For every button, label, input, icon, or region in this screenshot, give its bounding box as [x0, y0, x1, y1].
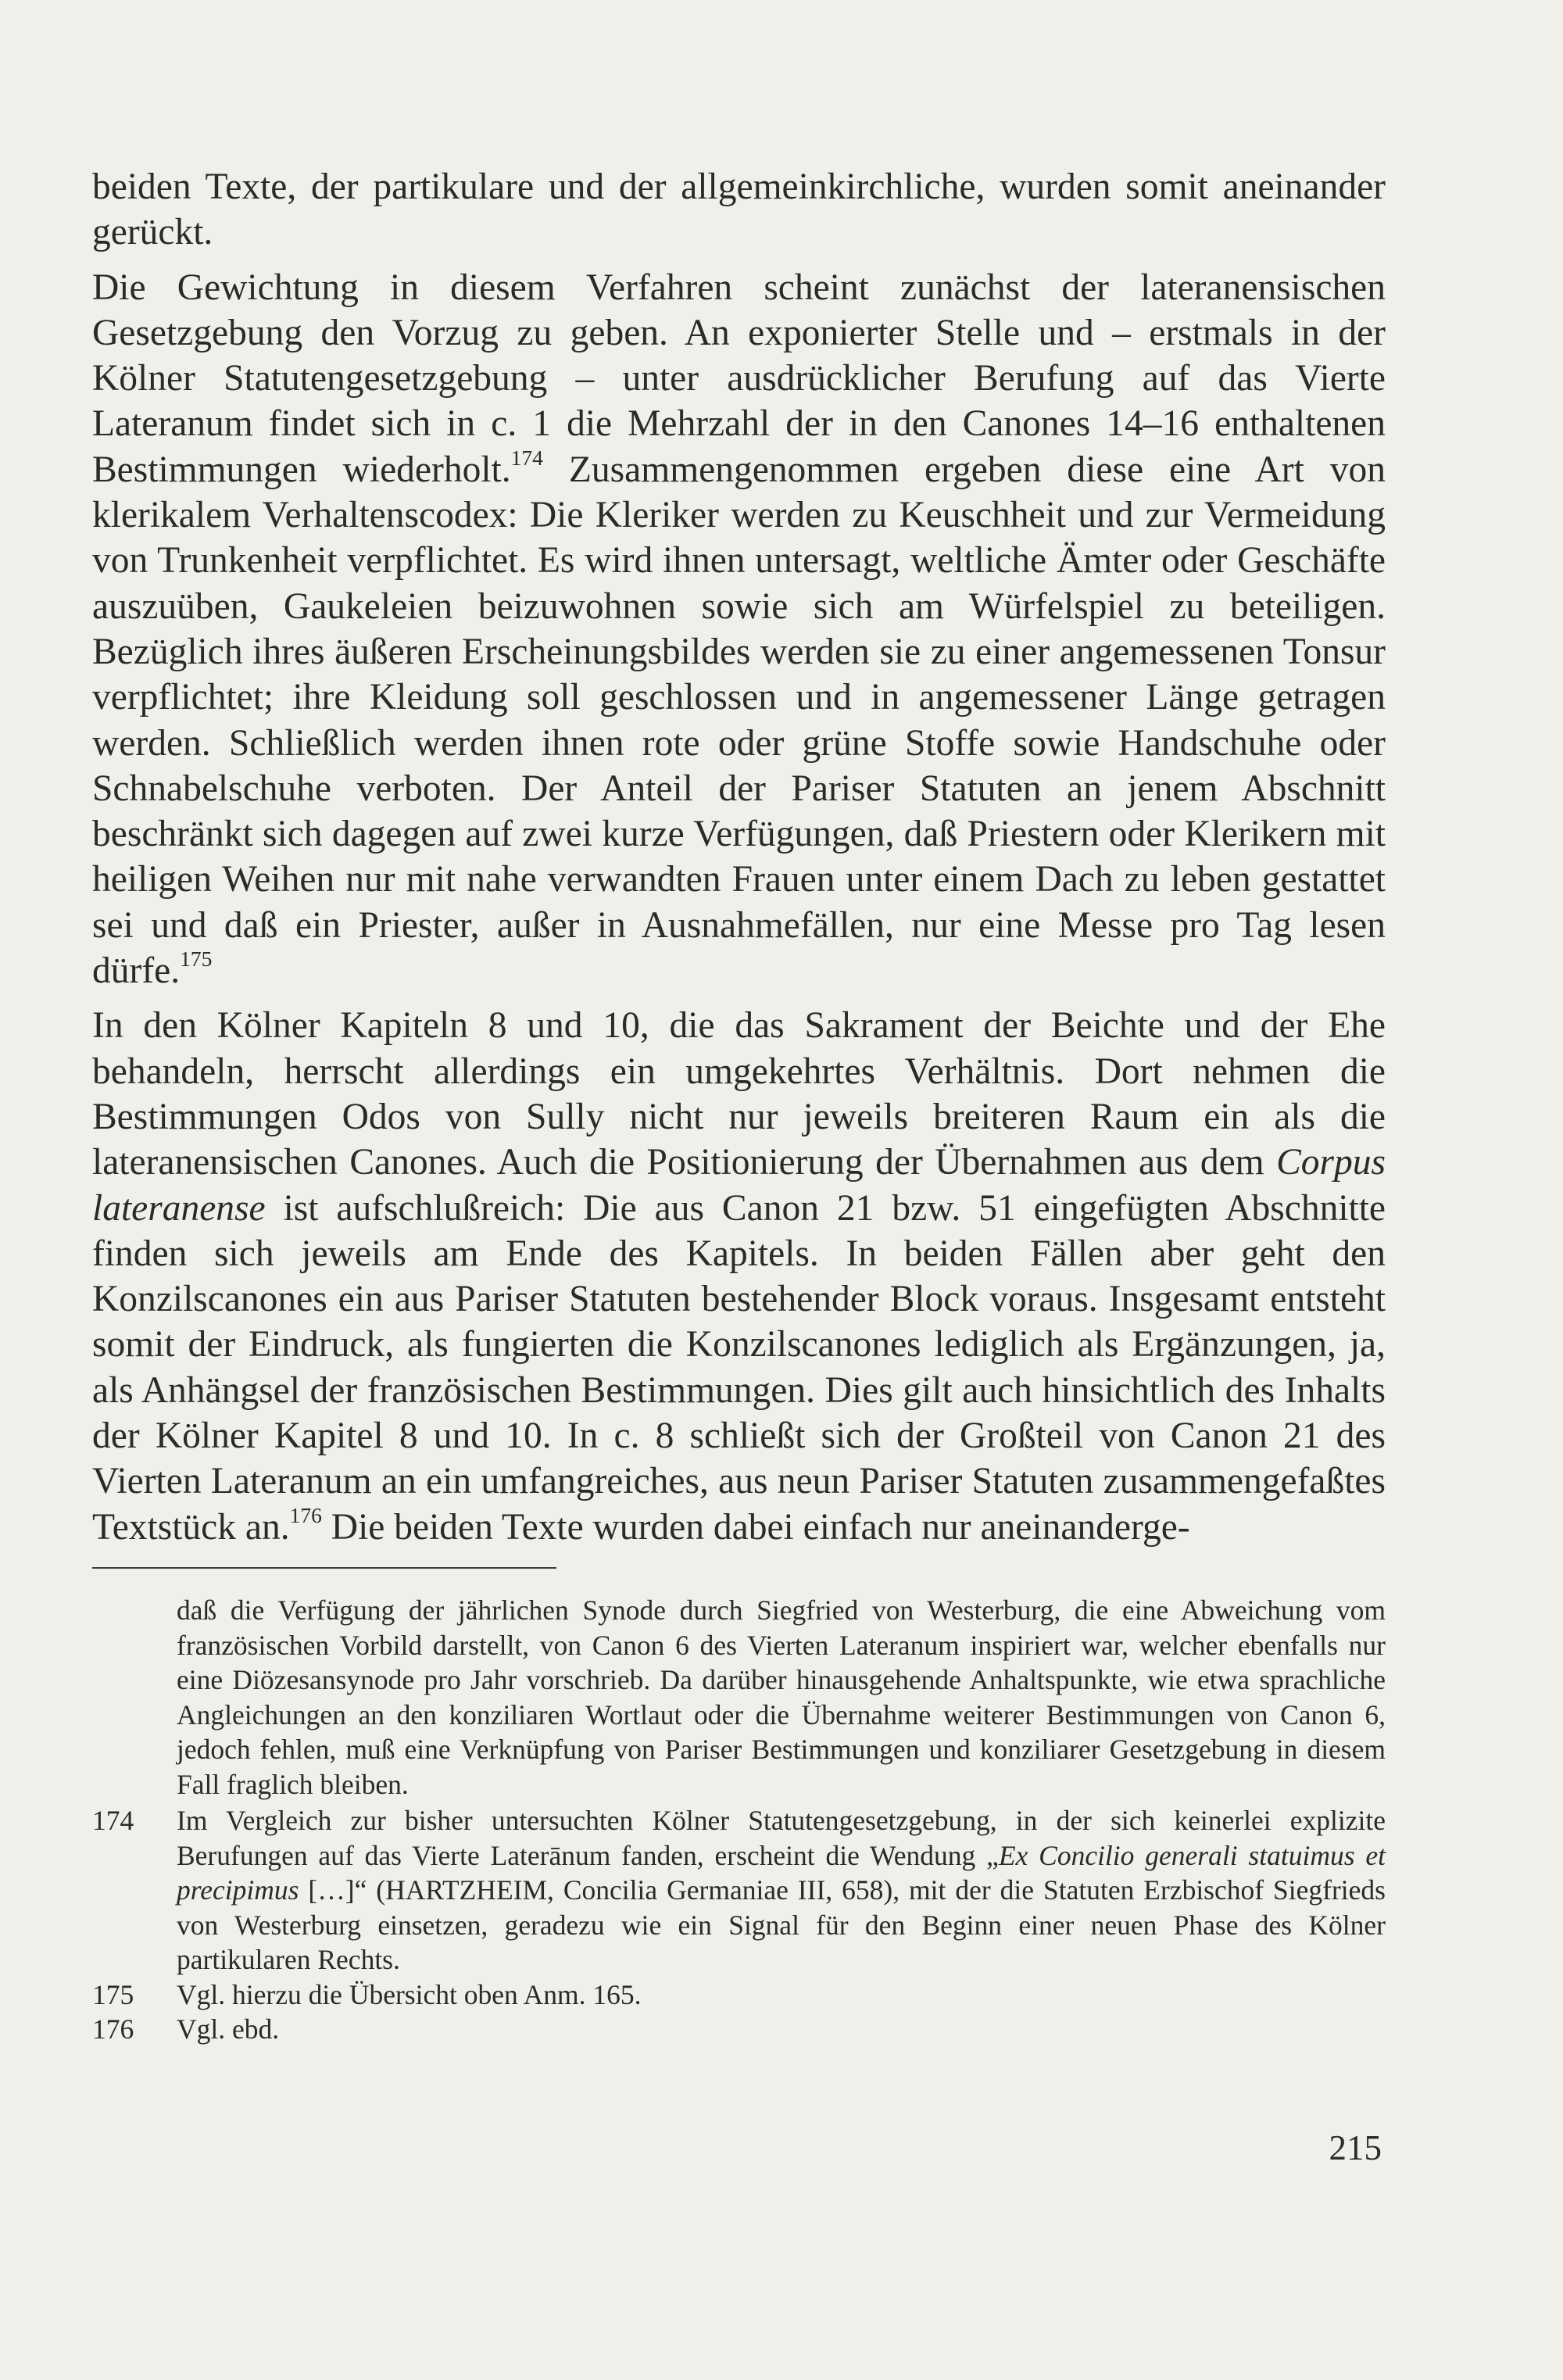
- footnotes: [92, 1593, 1386, 2047]
- footnote-number: 176: [92, 2013, 134, 2045]
- footnote-176: [92, 2012, 1386, 2047]
- main-text: [92, 164, 1386, 1550]
- paragraph-2-part-a: Die Gewichtung in diesem Verfahren scheint zunächst der lateranensischen Gesetzgebung den Vorzug zu geben. An exponierter Stelle und – erstmals in der Kölner Statutengesetzgebung – unter ausdrücklicher Berufung auf das Vierte Lateranum findet sich in c. 1 die Mehrzahl der in den Canones 14–16 enthaltenen Bestimmungen wiederholt.: [92, 267, 1386, 490]
- footnote-175: [92, 1977, 1386, 2013]
- footnote-175-text: Vgl. hierzu die Übersicht oben Anm. 165.: [177, 1978, 642, 2010]
- page-number: 215: [1329, 2128, 1382, 2167]
- footnote-174-part-a: Im Vergleich zur bisher untersuchten Kölner Statutengesetzgebung, in der sich keinerlei explizite Berufungen auf das Vierte Laterānum fanden, erscheint die Wendung „: [177, 1805, 1386, 1871]
- paragraph-3-part-b: ist aufschlußreich: Die aus Canon 21 bzw. 51 eingefügten Abschnitte finden sich jeweils am Ende des Kapitels. In beiden Fällen aber geht den Konzilscanones ein aus Pariser Statuten bestehender Block voraus. Insgesamt entsteht somit der Eindruck, als fungierten die Konzilscanones lediglich als Ergänzungen, ja, als Anhängsel der französischen Bestimmungen. Dies gilt auch hinsichtlich des Inhalts der Kölner Kapitel 8 und 10. In c. 8 schließt sich der Großteil von Canon 21 des Vierten Lateranum an ein umfangreiches, aus neun Pariser Statuten zusammengefaßtes Textstück an.: [92, 1187, 1386, 1548]
- footnote-ref-175: 175: [180, 947, 213, 972]
- footnote-number: 174: [92, 1805, 134, 1836]
- paragraph-3-part-a: In den Kölner Kapiteln 8 und 10, die das Sakrament der Beichte und der Ehe behandeln, herrscht allerdings ein umgekehrtes Verhältnis. Dort nehmen die Bestimmungen Odos von Sully nicht nur jeweils breiteren Raum ein als die lateranensischen Canones. Auch die Positionierung der Übernahmen aus dem: [92, 1005, 1386, 1183]
- paragraph-3-part-c: Die beiden Texte wurden dabei einfach nur aneinanderge-: [321, 1506, 1190, 1548]
- footnote-174-italic: Ex Concilio generali statuimus et precipimus: [177, 1839, 1386, 1906]
- paragraph-1: beiden Texte, der partikulare und der allgemeinkirchliche, wurden somit aneinander gerückt.: [92, 166, 1386, 253]
- footnote-ref-176: 176: [289, 1502, 322, 1527]
- corpus-lateranense-italic: Corpus lateranense: [92, 1142, 1386, 1229]
- footnote-separator: [92, 1567, 556, 1569]
- footnote-number: 175: [92, 1978, 134, 2010]
- footnote-continuation-text: daß die Verfügung der jährlichen Synode durch Siegfried von Westerburg, die eine Abweichung vom französischen Vorbild darstellt, von Canon 6 des Vierten Lateranum inspiriert war, welcher ebenfalls nur eine Diözesansynode pro Jahr vorschrieb. Da darüber hinausgehende Anhaltspunkte, wie etwa sprachliche Angleichungen an den konziliaren Wortlaut oder die Übernahme weiterer Bestimmungen von Canon 6, jedoch fehlen, muß eine Verknüpfung von Pariser Bestimmungen und konziliarer Gesetzgebung in diesem Fall fraglich bleiben.: [177, 1594, 1386, 1800]
- footnote-176-text: Vgl. ebd.: [177, 2013, 280, 2045]
- footnote-continuation: [92, 1593, 1386, 1802]
- footnote-174-part-b: […]“ (HARTZHEIM, Concilia Germaniae III, 658), mit der die Statuten Erzbischof Siegfrieds von Westerburg einsetzen, geradezu wie ein Signal für den Beginn einer neuen Phase des Kölner partikularen Rechts.: [177, 1874, 1386, 1975]
- footnote-174: [92, 1803, 1386, 1977]
- footnote-ref-174: 174: [510, 445, 543, 470]
- paragraph-2: [92, 265, 1386, 994]
- paragraph-2-part-b: Zusammengenommen ergeben diese eine Art von klerikalem Verhaltenscodex: Die Kleriker werden zu Keuschheit und zur Vermeidung von Trunkenheit verpflichtet. Es wird ihnen untersagt, weltliche Ämter oder Geschäfte auszuüben, Gaukeleien beizuwohnen sowie sich am Würfelspiel zu beteiligen. Bezüglich ihres äußeren Erscheinungsbildes werden sie zu einer angemessenen Tonsur verpflichtet; ihre Kleidung soll geschlossen und in angemessener Länge getragen werden. Schließlich werden ihnen rote oder grüne Stoffe sowie Handschuhe oder Schnabelschuhe verboten. Der Anteil der Pariser Statuten an jenem Abschnitt beschränkt sich dagegen auf zwei kurze Verfügungen, daß Priestern oder Klerikern mit heiligen Weihen nur mit nahe verwandten Frauen unter einem Dach zu leben gestattet sei und daß ein Priester, außer in Ausnahmefällen, nur eine Messe pro Tag lesen dürfe.: [92, 449, 1386, 992]
- paragraph-3: [92, 1003, 1386, 1550]
